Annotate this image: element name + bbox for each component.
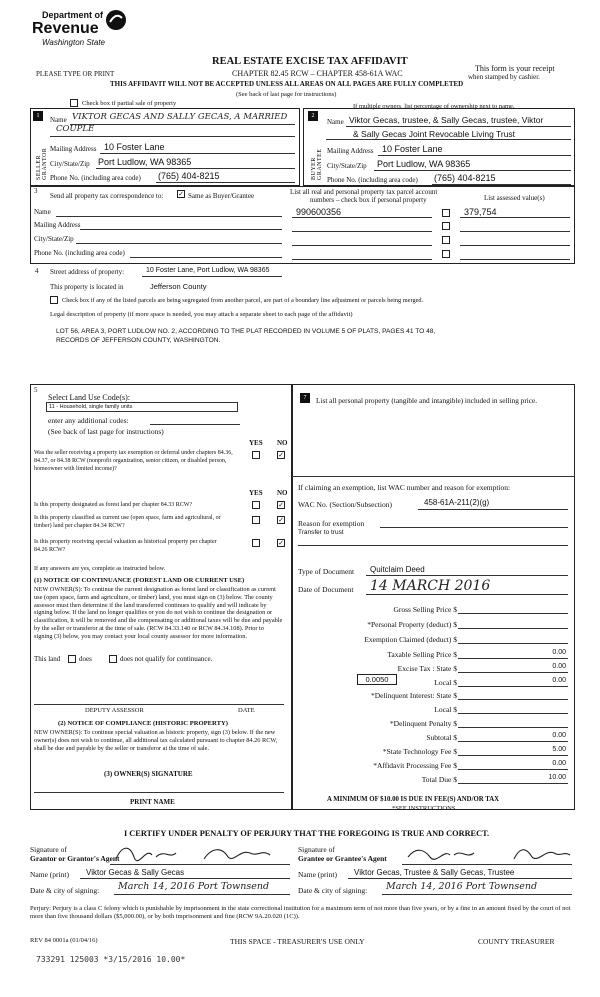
form-subtitle: CHAPTER 82.45 RCW – CHAPTER 458-61A WAC [232,69,403,78]
additional-codes-label: enter any additional codes: [48,416,129,425]
question-4: Is this property receiving special valuation as historical property per chapter 84.26 RCW? [34,539,217,553]
buyer-side-label: BUYER GRANTEE [311,148,323,180]
local-rate: 0.0050 [365,675,389,684]
wac-number[interactable]: 458-61A-211(2)(g) [424,498,490,507]
seller-name-label: Name [50,116,67,124]
receipt-note1: This form is your receipt [475,64,555,73]
seller-phone-label: Phone No. (including area code) [50,174,141,182]
taxable-value[interactable]: 0.00 [552,649,566,656]
yes-header-2: YES [249,489,263,497]
exemption-deduct-label: Exemption Claimed (deduct) $ [364,635,457,644]
doc-date[interactable]: 14 MARCH 2016 [370,578,491,594]
section-7-marker: 7 [300,393,310,403]
corr-mailing-label: Mailing Address [34,221,81,229]
q1-no-checkbox[interactable]: ✓ [278,451,284,459]
land-use-see-back: (See back of last page for instructions) [48,427,164,436]
q3-no-checkbox[interactable]: ✓ [278,516,284,524]
county-treasurer: COUNTY TREASURER [478,937,555,946]
seller-mailing-label: Mailing Address [50,145,97,153]
seller-city[interactable]: Port Ludlow, WA 98365 [98,157,192,167]
parcel-number[interactable]: 990600356 [296,207,342,217]
delinquent-penalty-label: *Delinquent Penalty $ [389,719,457,728]
agency-line2: Revenue [32,20,99,37]
agency-line1: Department of [42,10,104,20]
grantee-sig-label1: Signature of [298,845,335,854]
buyer-mailing[interactable]: 10 Foster Lane [382,144,443,154]
legal-line2[interactable]: RECORDS OF JEFFERSON COUNTY, WASHINGTON. [56,337,221,344]
corr-name-label: Name [34,208,51,216]
county[interactable]: Jefferson County [150,282,207,291]
question-2: Is this property designated as forest land per chapter 84.33 RCW? [34,502,193,508]
seller-side-label: SELLER GRANTOR [36,147,48,180]
grantor-sig-label1: Signature of [30,845,67,854]
grantor-sig-label2: Grantor or Grantor's Agent [30,854,120,863]
section-5-marker: 5 [34,386,38,394]
dor-emblem-icon [104,8,128,32]
parcel-personal-checkbox-3[interactable] [442,236,450,244]
no-header-1: NO [277,439,288,447]
owner-signature-label: (3) OWNER(S) SIGNATURE [104,770,193,778]
grantor-name-label: Name (print) [30,870,69,879]
legal-label: Legal description of property (if more space is needed, you may attach a separate sheet to each page of the affidavit) [50,311,353,318]
parcel-personal-checkbox-4[interactable] [442,250,450,258]
doc-type-label: Type of Document [298,567,355,576]
taxable-label: Taxable Selling Price $ [387,650,457,659]
does-checkbox[interactable] [68,655,76,663]
street-address[interactable]: 10 Foster Lane, Port Ludlow, WA 98365 [146,267,270,274]
q2-yes-checkbox[interactable] [252,501,260,509]
no-header-2: NO [277,489,288,497]
parcel-personal-checkbox-2[interactable] [442,222,450,230]
land-use-select-label: Select Land Use Code(s): [48,393,130,402]
same-as-buyer-checkbox[interactable]: ✓ [178,190,184,198]
does-not-label: does not qualify for continuance. [120,655,213,663]
question-1: Was the seller receiving a property tax exemption or deferral under chapters 84.36, 84.37, or 84.38 RCW (nonprofit organization, senior citizen, or disabled person, homeowner with limited income)? [34,450,233,472]
multiple-owners-note: If multiple owners, list percentage of ownership next to name. [353,103,515,110]
buyer-city[interactable]: Port Ludlow, WA 98365 [377,159,471,169]
q4-yes-checkbox[interactable] [252,539,260,547]
subtotal-label: Subtotal $ [426,733,457,742]
grantee-signature[interactable] [404,843,572,865]
does-not-checkbox[interactable] [109,655,117,663]
receipt-note2: when stamped by cashier. [468,73,540,81]
excise-label: Excise Tax : State $ [397,664,457,673]
buyer-name-line2[interactable]: & Sally Gecas Joint Revocable Living Trust [353,129,516,139]
grantor-date[interactable]: March 14, 2016 Port Townsend [118,881,270,892]
exemption-claim-label: If claiming an exemption, list WAC number and reason for exemption: [298,483,511,492]
delinquent-local-label: Local $ [434,705,457,714]
compliance-text: NEW OWNER(S): To continue special valuation as historic property, sign (3) below. If the new owner(s) does not wish to continue, all additional tax calculated pursuant to chapter 84.26 RCW, shall be due and payable by the seller or transferor at the time of sale. [34,729,278,752]
affidavit-fee-label: *Affidavit Processing Fee $ [373,761,457,770]
certify-statement: I CERTIFY UNDER PENALTY OF PERJURY THAT THE FOREGOING IS TRUE AND CORRECT. [124,829,490,838]
assessor-date-label: DATE [238,707,255,714]
perjury-notice: Perjury: Perjury is a class C felony which is punishable by imprisonment in the state correctional institution for a maximum term of not more than five years, or by a fine in an amount fixed by the court of not more than five thousand dollars ($5,000.00), or by both imprisonment and fine (RCW 9A.20.020 (1C)). [30,905,571,920]
personal-deduct-label: *Personal Property (deduct) $ [367,620,457,629]
affidavit-fee-value[interactable]: 0.00 [552,760,566,767]
land-use-code: 11 - Household, single family units [49,404,133,410]
buyer-city-label: City/State/Zip [327,162,367,170]
cashier-stamp: 733291 125003 *3/15/2016 10.00* [36,955,186,964]
excise-value[interactable]: 0.00 [552,663,566,670]
question-3: Is this property classified as current use (open space, farm and agricultural, or timber) land per chapter 84.34 RCW? [34,515,221,529]
local-label: Local $ [434,678,457,687]
exemption-reason[interactable]: Transfer to trust [298,529,344,536]
located-label: This property is located in [50,283,124,291]
print-note: PLEASE TYPE OR PRINT [36,70,115,78]
parcels-header2: numbers – check box if personal property [310,196,427,204]
see-back-note: (See back of last page for instructions) [236,91,337,98]
buyer-name-line1[interactable]: Viktor Gecas, trustee, & Sally Gecas, trustee, Viktor [349,115,544,125]
grantor-signature[interactable] [112,843,282,865]
buyer-phone-label: Phone No. (including area code) [327,176,418,184]
this-land-label: This land [34,655,61,663]
legal-line1[interactable]: LOT 56, AREA 3, PORT LUDLOW NO. 2, ACCORDING TO THE PLAT RECORDED IN VOLUME 5 OF PLATS, PAGES 41 TO 48, [56,328,436,335]
form-title: REAL ESTATE EXCISE TAX AFFIDAVIT [212,56,408,67]
subtotal-value[interactable]: 0.00 [552,732,566,739]
tech-fee-value[interactable]: 5.00 [552,746,566,753]
total-due-label: Total Due $ [421,775,457,784]
partial-sale-label: Check box if partial sale of property [82,100,177,107]
personal-property-text: List all personal property (tangible and intangible) included in selling price. [316,396,538,405]
deputy-assessor-label: DEPUTY ASSESSOR [85,707,144,714]
segregated-checkbox[interactable] [50,296,58,304]
street-label: Street address of property: [50,268,125,276]
send-corr-label: Send all property tax correspondence to: [50,192,164,200]
revision-number: REV 84 0001a (01/04/16) [30,937,98,944]
tech-fee-label: *State Technology Fee $ [382,747,457,756]
grantee-date[interactable]: March 14, 2016 Port Townsend [386,881,538,892]
section-1-marker: 1 [33,111,43,121]
yes-header-1: YES [249,439,263,447]
section-2-marker: 2 [308,111,318,121]
grantor-name[interactable]: Viktor Gecas & Sally Gecas [86,868,185,877]
see-instructions-note: *SEE INSTRUCTIONS [392,805,456,812]
parcels-header1: List all real and personal property tax parcel account [290,188,438,196]
compliance-title: (2) NOTICE OF COMPLIANCE (HISTORIC PROPERTY) [58,720,228,727]
parcel-personal-checkbox-1[interactable] [442,209,450,217]
dor-logo [32,8,130,58]
doc-date-label: Date of Document [298,585,354,594]
local-value[interactable]: 0.00 [552,677,566,684]
grantee-name-label: Name (print) [298,870,337,879]
does-label: does [79,655,92,663]
same-as-buyer-label: Same as Buyer/Grantee [188,192,255,200]
assessed-header: List assessed value(s) [484,194,545,202]
q2-no-checkbox[interactable]: ✓ [278,501,284,509]
agency-line3: Washington State [42,38,106,47]
local-rate-box[interactable] [357,674,397,685]
minimum-note: A MINIMUM OF $10.00 IS DUE IN FEE(S) AND/OR TAX [327,796,500,803]
grantor-date-label: Date & city of signing: [30,886,100,895]
doc-type[interactable]: Quitclaim Deed [370,565,425,574]
corr-phone-label: Phone No. (including area code) [34,249,125,257]
grantee-name[interactable]: Viktor Gecas, Trustee & Sally Gecas, Trustee [354,868,515,877]
wac-label: WAC No. (Section/Subsection) [298,500,392,509]
seller-name-line2[interactable]: COUPLE [56,124,95,134]
q3-yes-checkbox[interactable] [252,516,260,524]
total-due-value[interactable]: 10.00 [548,774,566,781]
partial-sale-checkbox[interactable] [70,99,78,107]
seller-city-label: City/State/Zip [50,160,90,168]
segregated-label: Check box if any of the listed parcels are being segregated from another parcel, are part of a boundary line adjustment or parcels being merged. [62,297,424,304]
q4-no-checkbox[interactable]: ✓ [278,539,284,547]
if-any-yes: If any answers are yes, complete as instructed below. [34,565,166,572]
buyer-name-label: Name [327,118,344,126]
buyer-phone[interactable]: (765) 404-8215 [434,173,496,183]
print-name-label: PRINT NAME [130,798,175,806]
form-warning: THIS AFFIDAVIT WILL NOT BE ACCEPTED UNLESS ALL AREAS ON ALL PAGES ARE FULLY COMPLETED [110,80,464,88]
reason-label: Reason for exemption [298,519,365,528]
seller-phone[interactable]: (765) 404-8215 [158,171,220,181]
assessed-value[interactable]: 379,754 [464,207,497,217]
buyer-mailing-label: Mailing Address [327,147,374,155]
continuance-title: (1) NOTICE OF CONTINUANCE (FOREST LAND OR CURRENT USE) [34,577,245,584]
delinquent-interest-label: *Delinquent Interest: State $ [370,691,457,700]
section-3-marker: 3 [34,187,38,195]
q1-yes-checkbox[interactable] [252,451,260,459]
gross-label: Gross Selling Price $ [393,605,457,614]
section-4-marker: 4 [35,267,39,275]
land-use-code-field[interactable] [46,402,238,412]
treasurer-space: THIS SPACE - TREASURER'S USE ONLY [230,937,365,946]
grantee-date-label: Date & city of signing: [298,886,368,895]
seller-mailing[interactable]: 10 Foster Lane [104,142,165,152]
continuance-text: NEW OWNER(S): To continue the current designation as forest land or classification as current use (open space, farm and agriculture, or timber) land, you must sign on (3) below. The county assessor must then determine if the land transferred continues to qualify and will indicate by signing below. If the land no longer qualifies or you do not wish to continue the designation or classification, it will be removed and the compensating or additional taxes will be due and payable by the seller or transferor at the time of sale. (RCW 84.33.140 or RCW 84.34.108). Prior to signing (3) below, you may contact your local county assessor for more information. [34,586,283,640]
corr-city-label: City/State/Zip [34,235,74,243]
grantee-sig-label2: Grantee or Grantee's Agent [298,854,387,863]
seller-name-line1[interactable]: VIKTOR GECAS AND SALLY GECAS, A MARRIED [72,112,288,122]
